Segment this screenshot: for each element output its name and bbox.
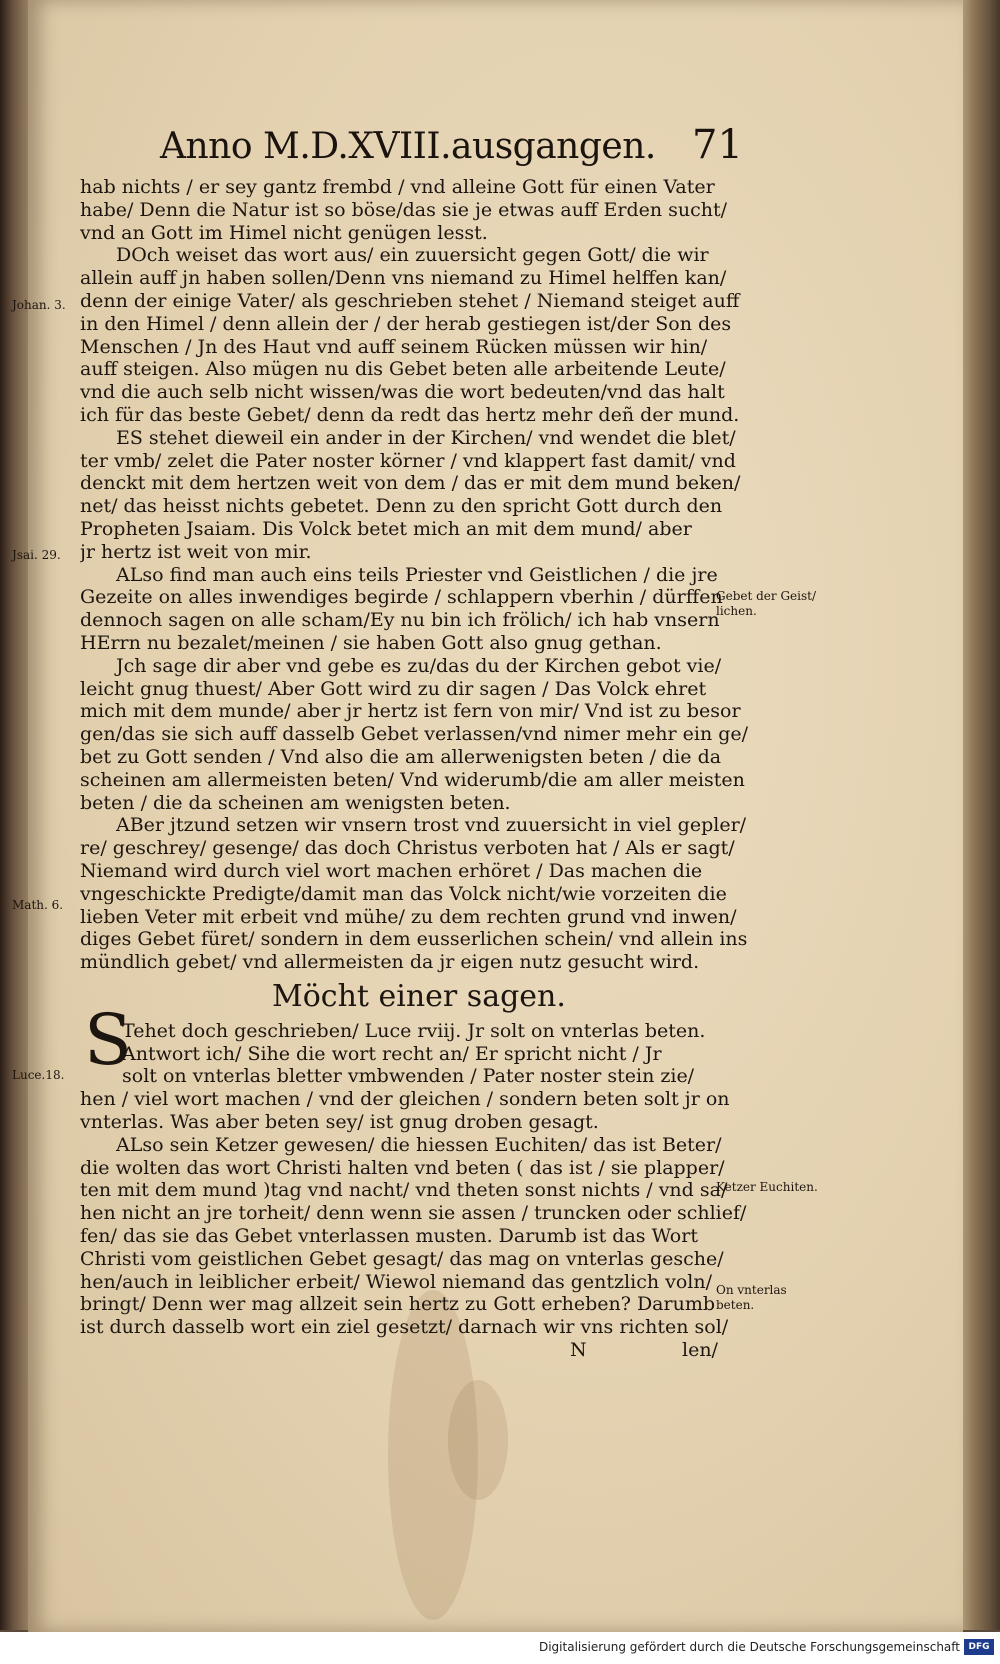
marginal-note-gebet: Gebet der Geist/ — [716, 589, 816, 603]
footer-bar — [0, 1632, 1000, 1664]
text-line: bet zu Gott senden / Vnd also die am allerwenigsten beten / die da — [80, 745, 722, 768]
text-line: DOch weiset das wort aus/ ein zuuersicht gegen Gott/ die wir — [116, 244, 709, 267]
running-head: Anno M.D.XVIII.ausgangen. — [160, 126, 656, 167]
text-line: auff steigen. Also mügen nu dis Gebet beten alle arbeitende Leute/ — [80, 358, 726, 381]
text-line: die wolten das wort Christi halten vnd beten ( das ist / sie plapper/ — [80, 1156, 725, 1179]
marginal-note-on-vnterlas-2: beten. — [716, 1298, 755, 1312]
text-line: hen / viel wort machen / vnd der gleichen / sondern beten solt jr on — [80, 1088, 730, 1111]
catchword-line — [80, 1339, 756, 1362]
text-line: beten / die da scheinen am wenigsten beten. — [80, 791, 511, 814]
text-line: solt on vnterlas bletter vmbwenden / Pater noster stein zie/ — [122, 1065, 695, 1088]
text-line: hen nicht an jre torheit/ denn wenn sie assen / truncken oder schlief/ — [80, 1202, 747, 1225]
text-line: hab nichts / er sey gantz frembd / vnd alleine Gott für einen Vater — [80, 176, 715, 198]
text-line: net/ das heisst nichts gebetet. Denn zu den spricht Gott durch den — [80, 495, 723, 518]
text-line: ES stehet dieweil ein ander in der Kirchen/ vnd wendet die blet/ — [116, 426, 736, 449]
text-line: ALso find man auch eins teils Priester vnd Geistlichen / die jre — [116, 563, 718, 586]
page-number: 71 — [692, 122, 743, 168]
water-stain — [448, 1380, 508, 1500]
text-line: ABer jtzund setzen wir vnsern trost vnd zuuersicht in viel gepler/ — [116, 814, 747, 837]
text-line: lieben Veter mit erbeit vnd mühe/ zu dem rechten grund vnd inwen/ — [80, 905, 737, 928]
text-line: Jch sage dir aber vnd gebe es zu/das du der Kirchen gebot vie/ — [116, 654, 722, 677]
marginal-note-on-vnterlas: On vnterlas — [716, 1283, 787, 1297]
text-line: vngeschickte Predigte/damit man das Volck nicht/wie vorzeiten die — [80, 882, 727, 905]
text-line: gen/das sie sich auff dasselb Gebet verlassen/vnd nimer mehr ein ge/ — [80, 723, 749, 746]
body-text — [80, 176, 756, 1362]
text-line: dennoch sagen on alle scham/Ey nu bin ich frölich/ ich hab vnsern — [80, 609, 720, 632]
text-line: allein auff jn haben sollen/Denn vns niemand zu Himel helffen kan/ — [80, 267, 727, 290]
signature-mark: N — [570, 1339, 587, 1362]
text-line: Menschen / Jn des Haut vnd auff seinem Rücken müssen wir hin/ — [80, 335, 708, 358]
text-line: mich mit dem munde/ aber jr hertz ist fern von mir/ Vnd ist zu besor — [80, 700, 741, 723]
section-heading: Möcht einer sagen. — [272, 978, 566, 1014]
text-line: Antwort ich/ Sihe die wort recht an/ Er spricht nicht / Jr — [122, 1042, 662, 1065]
text-line: jr hertz ist weit von mir. — [80, 540, 312, 563]
text-line: bringt/ Denn wer mag allzeit sein hertz zu Gott erheben? Darumb — [80, 1293, 715, 1316]
text-line: ist durch dasselb wort ein ziel gesetzt/ darnach wir vns richten sol/ — [80, 1316, 729, 1339]
text-line: leicht gnug thuest/ Aber Gott wird zu dir sagen / Das Volck ehret — [80, 677, 707, 700]
dfg-logo: DFG — [964, 1639, 994, 1655]
text-line: HErrn nu bezalet/meinen / sie haben Gott also gnug gethan. — [80, 631, 662, 654]
marginal-note-luce: Luce.18. — [12, 1068, 65, 1082]
text-line: habe/ Denn die Natur ist so böse/das sie je etwas auff Erden sucht/ — [80, 198, 728, 221]
text-line: Gezeite on alles inwendiges begirde / schlappern vberhin / dürffen — [80, 586, 723, 609]
text-line: fen/ das sie das Gebet vnterlassen musten. Darumb ist das Wort — [80, 1225, 698, 1248]
marginal-note-johan: Johan. 3. — [12, 298, 66, 312]
text-line: Christi vom geistlichen Gebet gesagt/ das mag on vnterlas gesche/ — [80, 1247, 724, 1270]
book-binding-left — [0, 0, 30, 1630]
marginal-note-math: Math. 6. — [12, 898, 64, 912]
text-line: mündlich gebet/ vnd allermeisten da jr eigen nutz gesucht wird. — [80, 951, 700, 974]
text-line: denn der einige Vater/ als geschrieben stehet / Niemand steiget auff — [80, 289, 740, 312]
text-line: ten mit dem mund )tag vnd nacht/ vnd theten sonst nichts / vnd sa/ — [80, 1179, 728, 1202]
text-line: hen/auch in leiblicher erbeit/ Wiewol niemand das gentzlich voln/ — [80, 1270, 713, 1293]
text-line: diges Gebet füret/ sondern in dem eusserlichen schein/ vnd allein ins — [80, 928, 748, 951]
marginal-note-ketzer: Ketzer Euchiten. — [716, 1180, 818, 1194]
text-line: denckt mit dem hertzen weit von dem / das er mit dem mund beken/ — [80, 472, 741, 495]
marginal-note-gebet-2: lichen. — [716, 604, 757, 618]
text-line: scheinen am allermeisten beten/ Vnd widerumb/die am aller meisten — [80, 768, 745, 791]
marginal-note-isai: Jsai. 29. — [12, 548, 61, 562]
text-line: ALso sein Ketzer gewesen/ die hiessen Euchiten/ das ist Beter/ — [116, 1133, 722, 1156]
book-page-edges-right — [960, 0, 1000, 1630]
catchword: len/ — [682, 1339, 718, 1362]
text-line: ter vmb/ zelet die Pater noster körner / vnd klappert fast damit/ vnd — [80, 449, 736, 472]
text-line: Niemand wird durch viel wort machen erhöret / Das machen die — [80, 859, 703, 882]
text-line: in den Himel / denn allein der / der herab gestiegen ist/der Son des — [80, 312, 732, 335]
text-line: vnterlas. Was aber beten sey/ ist gnug droben gesagt. — [80, 1111, 599, 1134]
decorated-initial: S — [84, 999, 132, 1081]
text-line: vnd an Gott im Himel nicht genügen lesst. — [80, 221, 488, 244]
text-line: re/ geschrey/ gesenge/ das doch Christus verboten hat / Als er sagt/ — [80, 837, 735, 860]
funding-credit: Digitalisierung gefördert durch die Deutsche Forschungsgemeinschaft — [538, 1640, 960, 1654]
text-line: Tehet doch geschrieben/ Luce rviij. Jr solt on vnterlas beten. — [122, 1019, 706, 1042]
text-line: ich für das beste Gebet/ denn da redt das hertz mehr deñ der mund. — [80, 403, 740, 426]
text-line: Propheten Jsaiam. Dis Volck betet mich an mit dem mund/ aber — [80, 517, 692, 540]
text-line: vnd die auch selb nicht wissen/was die wort bedeuten/vnd das halt — [80, 381, 725, 404]
